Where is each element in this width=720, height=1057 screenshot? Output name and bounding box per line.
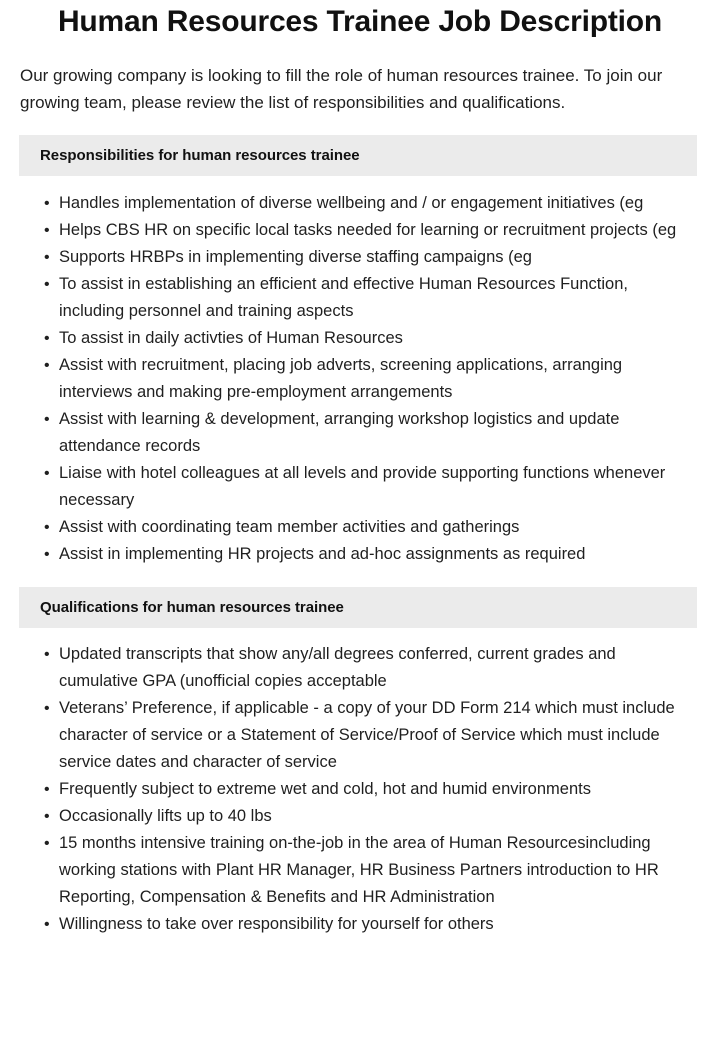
list-item: • To assist in establishing an efficient and effective Human Resources Function, including personnel and training aspects bbox=[44, 271, 693, 325]
page-bottom-spacer bbox=[0, 938, 720, 968]
section-heading-label: Qualifications for human resources trainee bbox=[40, 599, 344, 616]
list-item: • Updated transcripts that show any/all degrees conferred, current grades and cumulative GPA (unofficial copies acceptable bbox=[44, 641, 693, 695]
list-item: • Assist in implementing HR projects and ad-hoc assignments as required bbox=[44, 541, 693, 568]
list-item: • Frequently subject to extreme wet and cold, hot and humid environments bbox=[44, 776, 693, 803]
list-item: • Willingness to take over responsibility for yourself for others bbox=[44, 911, 693, 938]
responsibilities-list bbox=[0, 176, 720, 568]
list-item: • Assist with coordinating team member activities and gatherings bbox=[44, 514, 693, 541]
list-item: • Liaise with hotel colleagues at all levels and provide supporting functions whenever necessary bbox=[44, 460, 693, 514]
list-item: • Veterans’ Preference, if applicable - a copy of your DD Form 214 which must include character of service or a Statement of Service/Proof of Service which must include service dates and character of service bbox=[44, 695, 693, 776]
list-item: • Helps CBS HR on specific local tasks needed for learning or recruitment projects (eg bbox=[44, 217, 693, 244]
list-item: • Supports HRBPs in implementing diverse staffing campaigns (eg bbox=[44, 244, 693, 271]
qualifications-list bbox=[0, 628, 720, 938]
list-item: • Assist with learning & development, arranging workshop logistics and update attendance records bbox=[44, 406, 693, 460]
list-item: • Handles implementation of diverse wellbeing and / or engagement initiatives (eg bbox=[44, 190, 693, 217]
list-item: • Occasionally lifts up to 40 lbs bbox=[44, 803, 693, 830]
section-heading-label: Responsibilities for human resources trainee bbox=[40, 147, 360, 164]
section-responsibilities bbox=[0, 135, 720, 568]
intro-paragraph: Our growing company is looking to fill the role of human resources trainee. To join our growing team, please review the list of responsibilities and qualifications. bbox=[20, 66, 663, 112]
page-title: Human Resources Trainee Job Description bbox=[57, 5, 663, 38]
list-item: • Assist with recruitment, placing job adverts, screening applications, arranging interviews and making pre-employment arrangements bbox=[44, 352, 693, 406]
section-header-qualifications bbox=[19, 587, 697, 628]
list-item: • To assist in daily activties of Human Resources bbox=[44, 325, 693, 352]
section-header-responsibilities bbox=[19, 135, 697, 176]
section-qualifications bbox=[0, 587, 720, 938]
list-item: • 15 months intensive training on-the-job in the area of Human Resourcesincluding working stations with Plant HR Manager, HR Business Partners introduction to HR Reporting, Compensation & Benefits and HR Administration bbox=[44, 830, 693, 911]
